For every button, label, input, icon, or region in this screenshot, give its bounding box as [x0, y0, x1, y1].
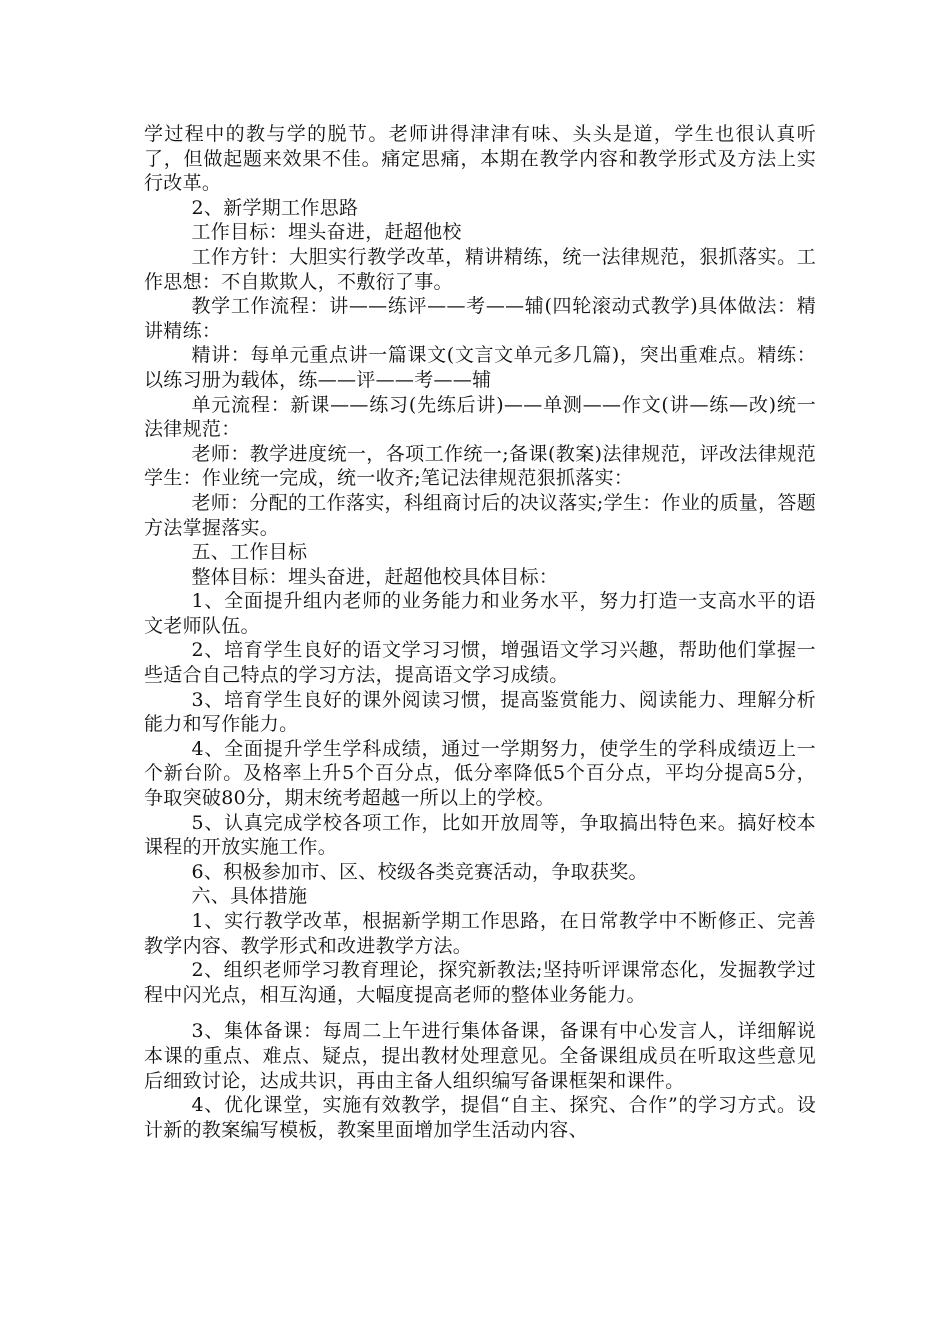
- list-item: 3、集体备课：每周二上午进行集体备课，备课有中心发言人，详细解说本课的重点、难点、疑点，提出教材处理意见。全备课组成员在听取这些意见后细致讨论，达成共识，再由主备人组织编写备课框架和课件。: [144, 1020, 816, 1092]
- list-item: 4、全面提升学生学科成绩，通过一学期努力，使学生的学科成绩迈上一个新台阶。及格率上升5个百分点，低分率降低5个百分点，平均分提高5分，争取突破80分，期末统考超越一所以上的学校。: [144, 737, 816, 810]
- paragraph: 工作目标：埋头奋进，赶超他校: [191, 221, 462, 244]
- list-item: 2、组织老师学习教育理论，探究新教法;坚持听评课常态化，发掘教学过程中闪光点，相互沟通，大幅度提高老师的整体业务能力。: [144, 959, 816, 1006]
- paragraph: 单元流程：新课——练习(先练后讲)——单测——作文(讲—练—改)统一法律规范：: [144, 393, 816, 441]
- paragraph: 教学工作流程：讲——练评——考——辅(四轮滚动式教学)具体做法：精讲精练：: [144, 295, 816, 342]
- paragraph: 精讲：每单元重点讲一篇课文(文言文单元多几篇)，突出重难点。精练：以练习册为载体，练——评——考——辅: [144, 344, 816, 391]
- list-item: 5、认真完成学校各项工作，比如开放周等，争取搞出特色来。搞好校本课程的开放实施工作。: [144, 811, 816, 859]
- paragraph: 工作方针：大胆实行教学改革，精讲精练，统一法律规范，狠抓落实。工作思想：不自欺欺人，不敷衍了事。: [144, 245, 816, 293]
- paragraph: 学过程中的教与学的脱节。老师讲得津津有味、头头是道，学生也很认真听了，但做起题来效果不佳。痛定思痛，本期在教学内容和教学形式及方法上实行改革。: [144, 123, 816, 195]
- paragraph: 2、新学期工作思路: [191, 196, 359, 219]
- document-body: [144, 122, 816, 1142]
- paragraph: 老师：教学进度统一，各项工作统一;备课(教案)法律规范，评改法律规范学生：作业统一完成，统一收齐;笔记法律规范狠抓落实：: [144, 442, 816, 490]
- list-item: 3、培育学生良好的课外阅读习惯，提高鉴赏能力、阅读能力、理解分析能力和写作能力。: [144, 688, 816, 736]
- list-item: 6、积极参加市、区、校级各类竞赛活动，争取获奖。: [191, 860, 648, 883]
- list-item: 1、全面提升组内老师的业务能力和业务水平，努力打造一支高水平的语文老师队伍。: [144, 590, 816, 637]
- section-heading: 五、工作目标: [191, 541, 308, 564]
- list-item: 4、优化课堂，实施有效教学，提倡“自主、探究、合作”的学习方式。设计新的教案编写模板，教案里面增加学生活动内容、: [144, 1094, 816, 1141]
- paragraph: 老师：分配的工作落实，科组商讨后的决议落实;学生：作业的质量，答题方法掌握落实。: [144, 491, 816, 539]
- section-heading: 六、具体措施: [191, 885, 308, 908]
- paragraph: 整体目标：埋头奋进，赶超他校具体目标：: [191, 565, 559, 588]
- list-item: 1、实行教学改革，根据新学期工作思路，在日常教学中不断修正、完善教学内容、教学形式和改进教学方法。: [144, 910, 816, 957]
- list-item: 2、培育学生良好的语文学习习惯，增强语文学习兴趣，帮助他们掌握一些适合自己特点的学习方法，提高语文学习成绩。: [144, 639, 816, 687]
